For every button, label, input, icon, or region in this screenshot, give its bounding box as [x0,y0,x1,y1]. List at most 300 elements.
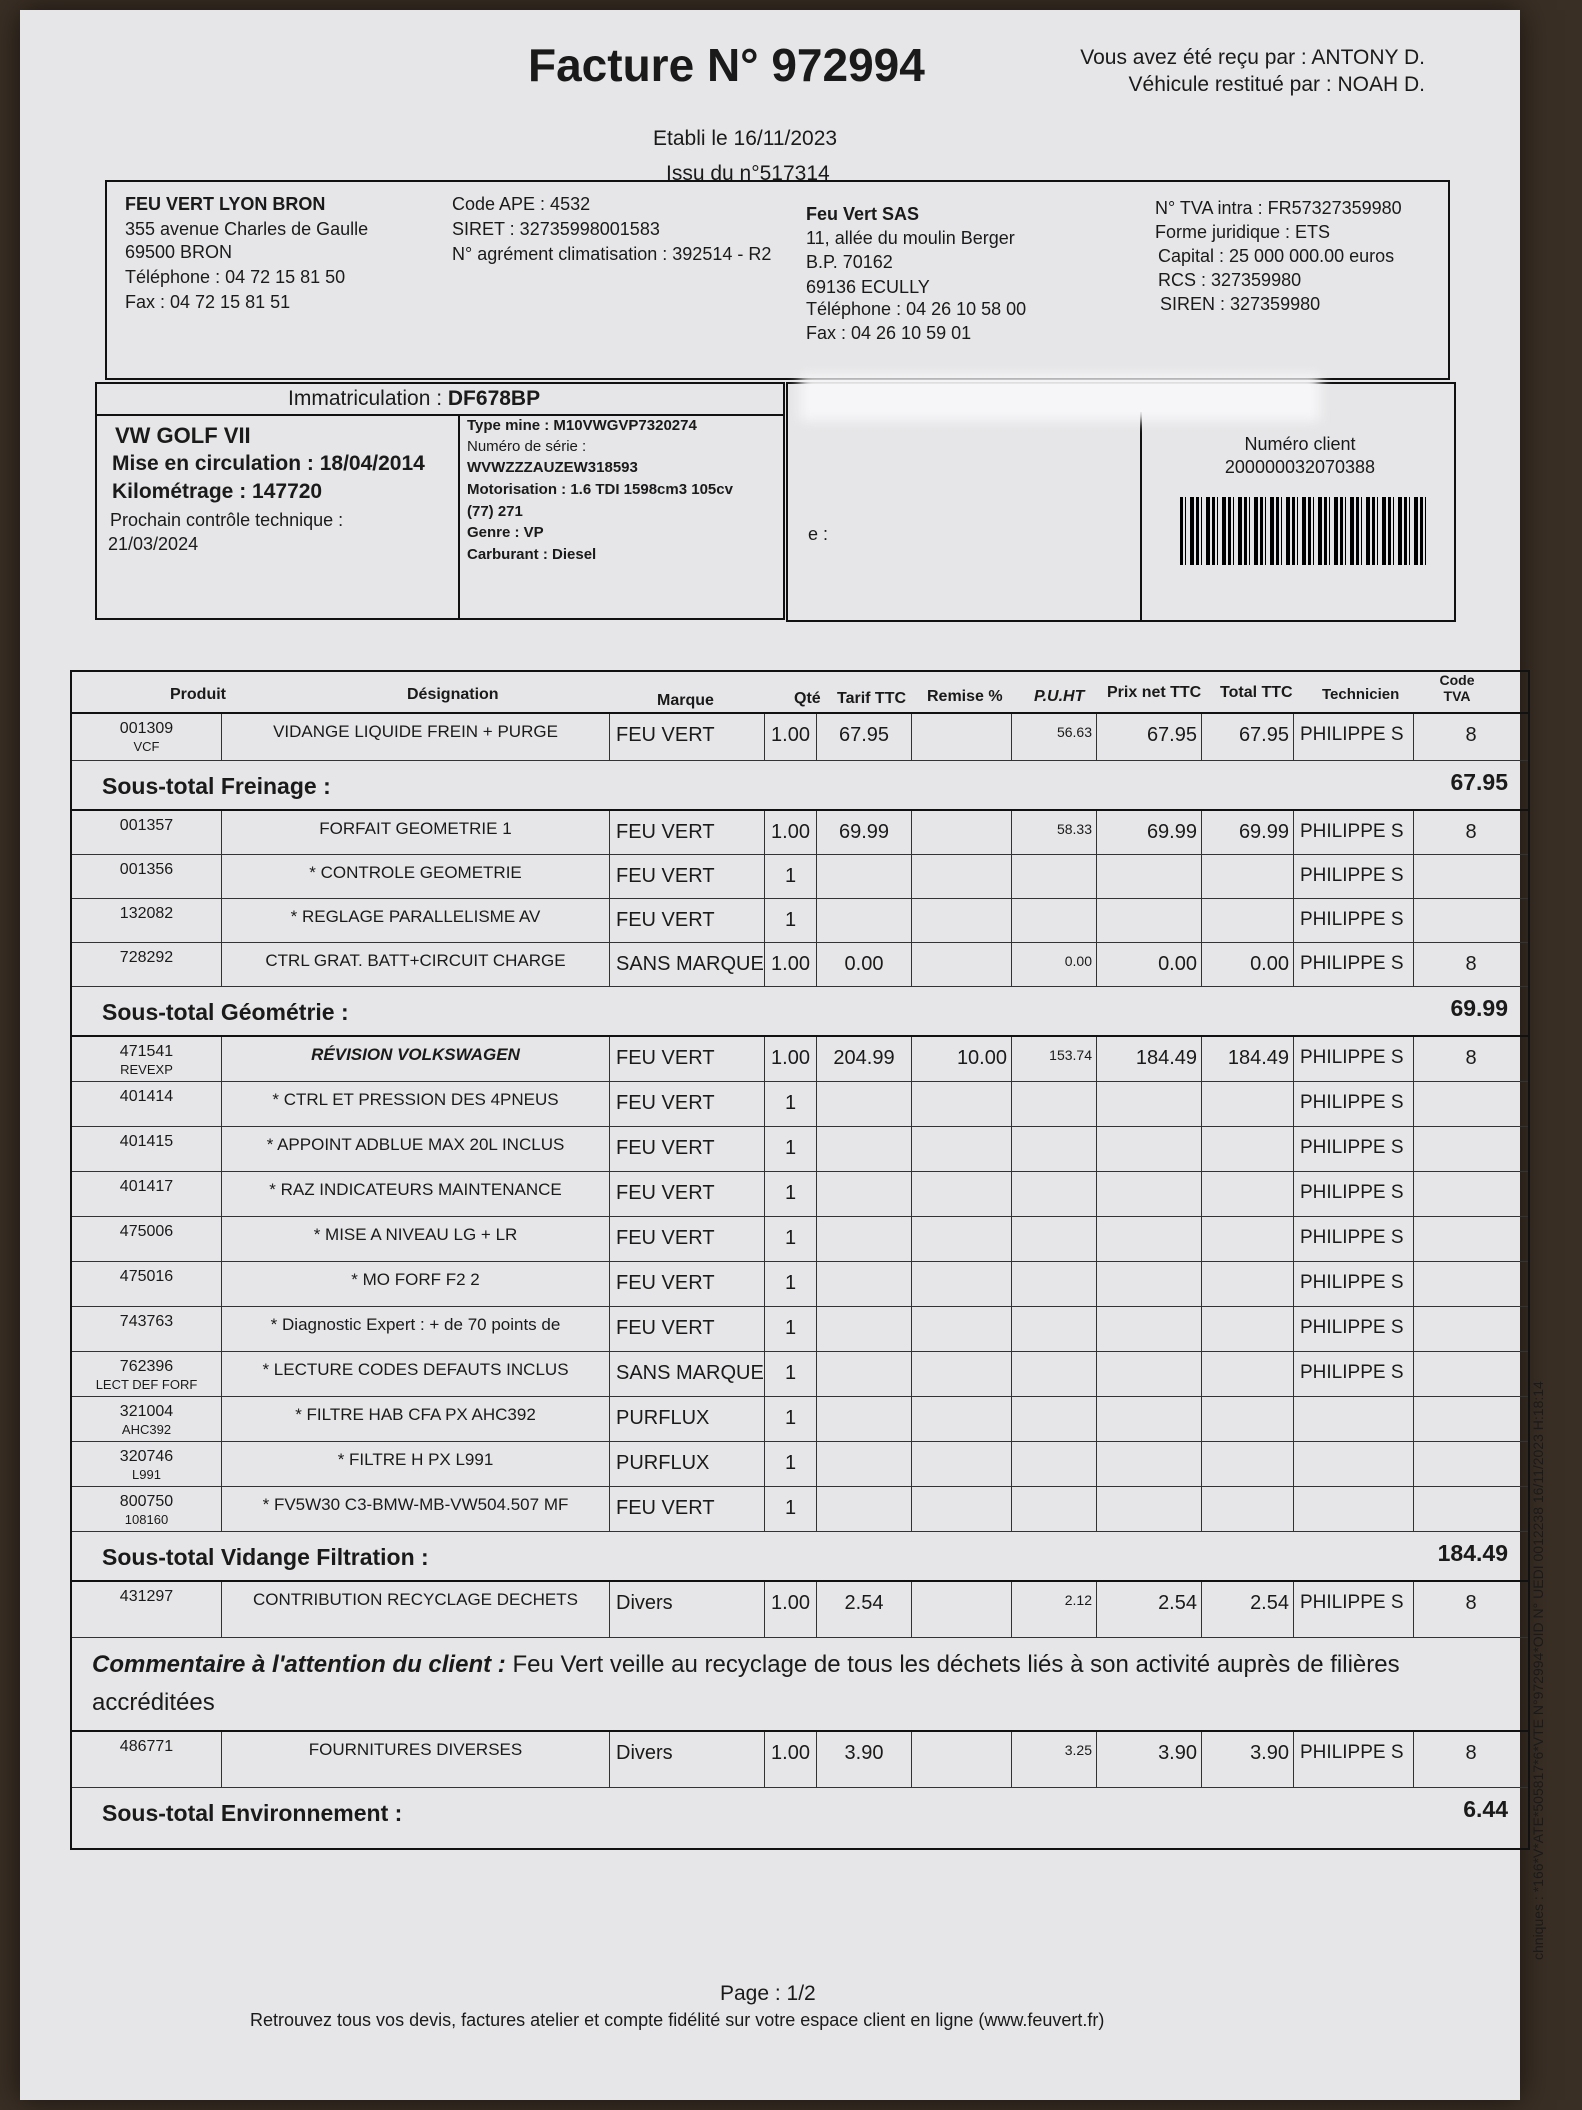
value-des: CONTRIBUTION RECYCLAGE DECHETS [253,1590,578,1609]
invoice-title: Facture N° 972994 [528,39,925,91]
cell-des [222,943,610,986]
value-des: * FILTRE HAB CFA PX AHC392 [295,1405,536,1424]
cell-total [1202,1127,1294,1171]
cell-tech [1294,1217,1414,1261]
cell-qty [765,1082,817,1126]
cell-remise [912,1037,1012,1081]
cell-tarif [817,1397,912,1441]
cell-tarif [817,1172,912,1216]
cell-total [1202,1582,1294,1637]
established-date: Etabli le 16/11/2023 [653,127,838,150]
value-des: * FILTRE H PX L991 [337,1450,494,1469]
cell-des [222,811,610,854]
value-tech: PHILIPPE S [1300,821,1404,842]
cell-total [1202,855,1294,898]
value-puht: 153.74 [1049,1047,1092,1063]
value-des: FOURNITURES DIVERSES [308,1740,523,1759]
cell-tech [1294,1397,1414,1441]
cell-code [72,1352,222,1396]
company-name: Feu Vert SAS [806,204,920,224]
cell-des [222,1082,610,1126]
cell-net [1097,1037,1202,1081]
cell-tarif [817,899,912,942]
value-qty: 1 [784,909,797,931]
cell-remise [912,855,1012,898]
company-phone: Téléphone : 04 26 10 58 00 [806,299,1027,319]
cell-tech [1294,1487,1414,1531]
cell-code [72,899,222,942]
cell-net [1097,1732,1202,1787]
value-qty: 1.00 [771,1047,810,1069]
cell-brand [610,899,765,942]
table-body [72,714,1528,1848]
cell-qty [765,1217,817,1261]
cell-qty [765,1582,817,1637]
footer-text: Retrouvez tous vos devis, factures atelier et compte fidélité sur votre espace client en ligne (www.feuvert.fr) [250,2010,1105,2030]
cell-total [1202,811,1294,854]
cell-net [1097,714,1202,760]
value-brand: FEU VERT [616,1137,715,1159]
cell-total [1202,1307,1294,1351]
cell-tech [1294,1442,1414,1486]
product-code: 001309 [119,720,174,737]
cell-total [1202,1217,1294,1261]
value-tarif: 204.99 [833,1047,895,1069]
value-qty: 1 [784,1317,797,1339]
cell-brand [610,1732,765,1787]
cell-code [72,1487,222,1531]
cell-remise [912,1262,1012,1306]
value-des: * MO FORF F2 2 [351,1270,480,1289]
value-net: 69.99 [1146,821,1197,843]
value-qty: 1.00 [771,1742,810,1764]
cell-puht [1012,899,1097,942]
value-puht: 3.25 [1064,1742,1092,1758]
subtotal-value: 184.49 [1437,1540,1508,1566]
cell-tarif [817,1352,912,1396]
cell-total [1202,1172,1294,1216]
cell-des [222,1352,610,1396]
table-row [72,1262,1528,1307]
value-total: 69.99 [1238,821,1289,843]
cell-qty [765,943,817,986]
cell-code [72,1582,222,1637]
vehicle-ct-date: 21/03/2024 [108,534,199,554]
vehicle-genre: Genre : VP [467,524,544,541]
value-des: * MISE A NIVEAU LG + LR [313,1225,518,1244]
cell-brand [610,1217,765,1261]
cell-tech [1294,1082,1414,1126]
company-siren: SIREN : 327359980 [1160,294,1321,314]
value-total: 2.54 [1250,1592,1289,1614]
value-brand: FEU VERT [616,909,715,931]
cell-remise [912,1442,1012,1486]
cell-tva [1414,1442,1528,1486]
value-qty: 1 [784,1452,797,1474]
value-total: 3.90 [1250,1742,1289,1764]
product-code: 762396 [119,1358,174,1375]
table-row [72,811,1528,855]
value-tech: PHILIPPE S [1300,1362,1404,1383]
cell-tarif [817,1082,912,1126]
cell-code [72,855,222,898]
invoice-table [70,670,1530,1850]
value-brand: PURFLUX [616,1407,710,1429]
immat-row [288,385,540,412]
value-qty: 1 [784,1227,797,1249]
vehicle-mise: Mise en circulation : 18/04/2014 [112,452,425,475]
vehicle-motor2: (77) 271 [467,503,523,520]
value-net: 2.54 [1158,1592,1197,1614]
value-tva: 8 [1465,1742,1477,1764]
cell-qty [765,1127,817,1171]
value-des: * CONTROLE GEOMETRIE [309,863,522,882]
value-tech: PHILIPPE S [1300,1092,1404,1113]
cell-tarif [817,1582,912,1637]
vehicle-serie: WVWZZZAUZEW318593 [467,459,638,476]
value-total: 184.49 [1227,1047,1289,1069]
product-code: 321004 [119,1403,174,1420]
vehicle-km: Kilométrage : 147720 [112,480,323,503]
client-comment [72,1638,1528,1732]
cell-code [72,1037,222,1081]
cell-code [72,1172,222,1216]
value-des: * CTRL ET PRESSION DES 4PNEUS [272,1090,559,1109]
cell-remise [912,1082,1012,1126]
cell-brand [610,714,765,760]
table-row [72,1352,1528,1397]
table-row [72,1487,1528,1532]
cell-tarif [817,714,912,760]
product-code: 001356 [119,861,174,878]
product-subcode: 108160 [124,1512,169,1527]
cell-tech [1294,1262,1414,1306]
value-tva: 8 [1465,1592,1477,1614]
vehicle-ct-label: Prochain contrôle technique : [110,510,344,530]
cell-des [222,1397,610,1441]
cell-total [1202,943,1294,986]
redacted-area [800,375,1320,421]
cell-tech [1294,943,1414,986]
th-prix-net: Prix net TTC [1107,684,1202,701]
cell-brand [610,1262,765,1306]
subtotal-value: 6.44 [1463,1796,1508,1822]
cell-remise [912,1732,1012,1787]
cell-tarif [817,811,912,854]
value-des: * RAZ INDICATEURS MAINTENANCE [269,1180,562,1199]
cell-remise [912,811,1012,854]
cell-remise [912,1217,1012,1261]
cell-des [222,855,610,898]
product-code: 401415 [119,1133,174,1150]
cell-puht [1012,1082,1097,1126]
value-tarif: 3.90 [844,1742,884,1764]
product-subcode: L991 [132,1467,161,1482]
cell-des [222,899,610,942]
cell-tva [1414,714,1528,760]
cell-des [222,1442,610,1486]
cell-puht [1012,1172,1097,1216]
value-tarif: 0.00 [844,953,884,975]
cell-qty [765,1397,817,1441]
table-row [72,1307,1528,1352]
value-puht: 58.33 [1056,821,1092,837]
value-total: 0.00 [1250,953,1289,975]
value-tech: PHILIPPE S [1300,1317,1404,1338]
cell-tarif [817,1307,912,1351]
th-total: Total TTC [1220,684,1293,701]
cell-puht [1012,1127,1097,1171]
value-net: 3.90 [1158,1742,1197,1764]
comment-label: Commentaire à l'attention du client : [92,1651,506,1678]
cell-tva [1414,1217,1528,1261]
value-brand: FEU VERT [616,821,715,843]
table-row [72,1442,1528,1487]
company-tva: N° TVA intra : FR57327359980 [1155,198,1402,218]
cell-tva [1414,811,1528,854]
cell-net [1097,1487,1202,1531]
cell-des [222,1037,610,1081]
company-address2: B.P. 70162 [806,252,893,272]
cell-qty [765,1172,817,1216]
value-total: 67.95 [1238,724,1289,746]
cell-net [1097,855,1202,898]
cell-tarif [817,1262,912,1306]
immat-label: Immatriculation : [288,387,443,410]
cell-code [72,1217,222,1261]
cell-code [72,1127,222,1171]
cell-remise [912,1582,1012,1637]
cell-qty [765,1037,817,1081]
subtotal-label: Sous-total Environnement : [102,1800,403,1826]
value-des: CTRL GRAT. BATT+CIRCUIT CHARGE [265,951,566,970]
cell-remise [912,1127,1012,1171]
immat-value: DF678BP [447,387,541,410]
cell-tva [1414,1262,1528,1306]
cell-des [222,1172,610,1216]
cell-tech [1294,1307,1414,1351]
table-row [72,899,1528,943]
table-row [72,943,1528,987]
subtotal-row [72,987,1528,1037]
cell-net [1097,1172,1202,1216]
product-code: 743763 [119,1313,174,1330]
value-puht: 56.63 [1056,724,1092,740]
shop-address1: 355 avenue Charles de Gaulle [125,219,369,239]
cell-des [222,1127,610,1171]
cell-puht [1012,1442,1097,1486]
cell-puht [1012,1487,1097,1531]
cell-brand [610,1082,765,1126]
cell-code [72,943,222,986]
cell-code [72,811,222,854]
cell-tech [1294,899,1414,942]
cell-qty [765,1487,817,1531]
value-des: * FV5W30 C3-BMW-MB-VW504.507 MF [262,1495,569,1514]
cell-net [1097,1262,1202,1306]
cell-net [1097,1307,1202,1351]
returned-by: Véhicule restitué par : NOAH D. [1128,73,1425,96]
cell-brand [610,1307,765,1351]
cell-brand [610,811,765,854]
th-puht: P.U.HT [1034,688,1085,705]
side-metadata: chniques : *166*V*ATE*505817*6*VTE N°972994*OID N° UEDI 0012238 16/11/2023 H:18:14 [1530,1381,1546,1960]
cell-tva [1414,855,1528,898]
cell-net [1097,899,1202,942]
cell-des [222,1262,610,1306]
value-brand: FEU VERT [616,1092,715,1114]
cell-des [222,1217,610,1261]
cell-puht [1012,1262,1097,1306]
cell-tva [1414,1082,1528,1126]
cell-remise [912,714,1012,760]
vehicle-type-mine: Type mine : M10VWGVP7320274 [467,417,697,434]
cell-total [1202,1442,1294,1486]
cell-net [1097,1397,1202,1441]
cell-des [222,1582,610,1637]
value-brand: FEU VERT [616,1497,715,1519]
product-subcode: LECT DEF FORF [95,1377,198,1392]
th-technicien: Technicien [1322,686,1400,703]
product-code: 431297 [119,1588,174,1605]
value-qty: 1.00 [771,724,810,746]
cell-remise [912,1487,1012,1531]
value-remise: 10.00 [956,1047,1007,1069]
value-des: * LECTURE CODES DEFAUTS INCLUS [262,1360,569,1379]
cell-remise [912,899,1012,942]
vehicle-col-divider [458,414,460,620]
value-qty: 1 [784,1497,797,1519]
table-row [72,1172,1528,1217]
client-partial: e : [808,524,829,544]
subtotal-value: 69.99 [1450,995,1508,1021]
subtotal-row [72,1788,1528,1848]
cell-tarif [817,1217,912,1261]
cell-qty [765,1307,817,1351]
value-des: * APPOINT ADBLUE MAX 20L INCLUS [266,1135,565,1154]
client-col-divider [1140,412,1142,622]
cell-tva [1414,1732,1528,1787]
value-tech: PHILIPPE S [1300,1272,1404,1293]
shop-address2: 69500 BRON [125,242,233,262]
cell-tva [1414,1172,1528,1216]
value-tva: 8 [1465,724,1477,746]
th-marque: Marque [657,692,714,709]
cell-brand [610,1397,765,1441]
value-tech: PHILIPPE S [1300,1227,1404,1248]
cell-code [72,714,222,760]
value-brand: Divers [616,1742,673,1764]
product-code: 475016 [119,1268,174,1285]
value-qty: 1 [784,1362,797,1384]
subtotal-value: 67.95 [1450,769,1508,795]
client-label: Numéro client [1244,434,1356,454]
value-qty: 1 [784,1092,797,1114]
cell-tech [1294,1352,1414,1396]
cell-tva [1414,1582,1528,1637]
value-net: 67.95 [1146,724,1197,746]
product-code: 401417 [119,1178,174,1195]
shop-name: FEU VERT LYON BRON [125,194,326,214]
cell-qty [765,1442,817,1486]
value-des: RÉVISION VOLKSWAGEN [311,1045,520,1064]
cell-puht [1012,1397,1097,1441]
cell-net [1097,1582,1202,1637]
value-brand: Divers [616,1592,673,1614]
cell-net [1097,1352,1202,1396]
cell-brand [610,1487,765,1531]
cell-tva [1414,899,1528,942]
cell-tarif [817,1732,912,1787]
value-tech: PHILIPPE S [1300,1742,1404,1763]
table-row [72,1082,1528,1127]
value-tarif: 67.95 [838,724,890,746]
cell-tech [1294,855,1414,898]
value-brand: FEU VERT [616,865,715,887]
product-code: 475006 [119,1223,174,1240]
th-designation: Désignation [407,686,499,703]
value-net: 0.00 [1158,953,1197,975]
value-tva: 8 [1465,1047,1477,1069]
cell-puht [1012,714,1097,760]
product-code: 800750 [119,1493,174,1510]
value-tarif: 69.99 [838,821,890,843]
value-qty: 1 [784,1182,797,1204]
value-des: FORFAIT GEOMETRIE 1 [319,819,512,838]
cell-tech [1294,1037,1414,1081]
value-qty: 1 [784,1407,797,1429]
value-tva: 8 [1465,821,1477,843]
cell-tva [1414,1307,1528,1351]
cell-tva [1414,1037,1528,1081]
product-code: 132082 [119,905,174,922]
product-code: 401414 [119,1088,174,1105]
company-fax: Fax : 04 26 10 59 01 [806,323,972,343]
value-brand: FEU VERT [616,1182,715,1204]
cell-tarif [817,943,912,986]
cell-puht [1012,943,1097,986]
company-address3: 69136 ECULLY [806,277,930,297]
product-code: 471541 [119,1043,174,1060]
value-brand: SANS MARQUE [616,1362,764,1384]
cell-qty [765,1732,817,1787]
value-brand: FEU VERT [616,1272,715,1294]
cell-total [1202,714,1294,760]
cell-puht [1012,1217,1097,1261]
cell-des [222,714,610,760]
company-rcs: RCS : 327359980 [1158,270,1302,290]
page-number: Page : 1/2 [720,1982,816,2005]
value-des: VIDANGE LIQUIDE FREIN + PURGE [273,722,558,741]
cell-des [222,1487,610,1531]
cell-total [1202,899,1294,942]
comment-text: Feu Vert veille au recyclage de tous les déchets liés à son activité auprès de filières accréditées [92,1651,1400,1716]
value-puht: 0.00 [1064,953,1092,969]
cell-code [72,1732,222,1787]
cell-puht [1012,1732,1097,1787]
subtotal-row [72,761,1528,811]
cell-remise [912,943,1012,986]
cell-tech [1294,1172,1414,1216]
cell-tech [1294,1732,1414,1787]
shop-ape: Code APE : 4532 [452,194,591,214]
cell-tarif [817,1442,912,1486]
cell-qty [765,1352,817,1396]
subtotal-label: Sous-total Vidange Filtration : [102,1544,429,1570]
cell-tva [1414,1352,1528,1396]
product-subcode: VCF [133,739,160,754]
vehicle-model: VW GOLF VII [115,423,251,448]
